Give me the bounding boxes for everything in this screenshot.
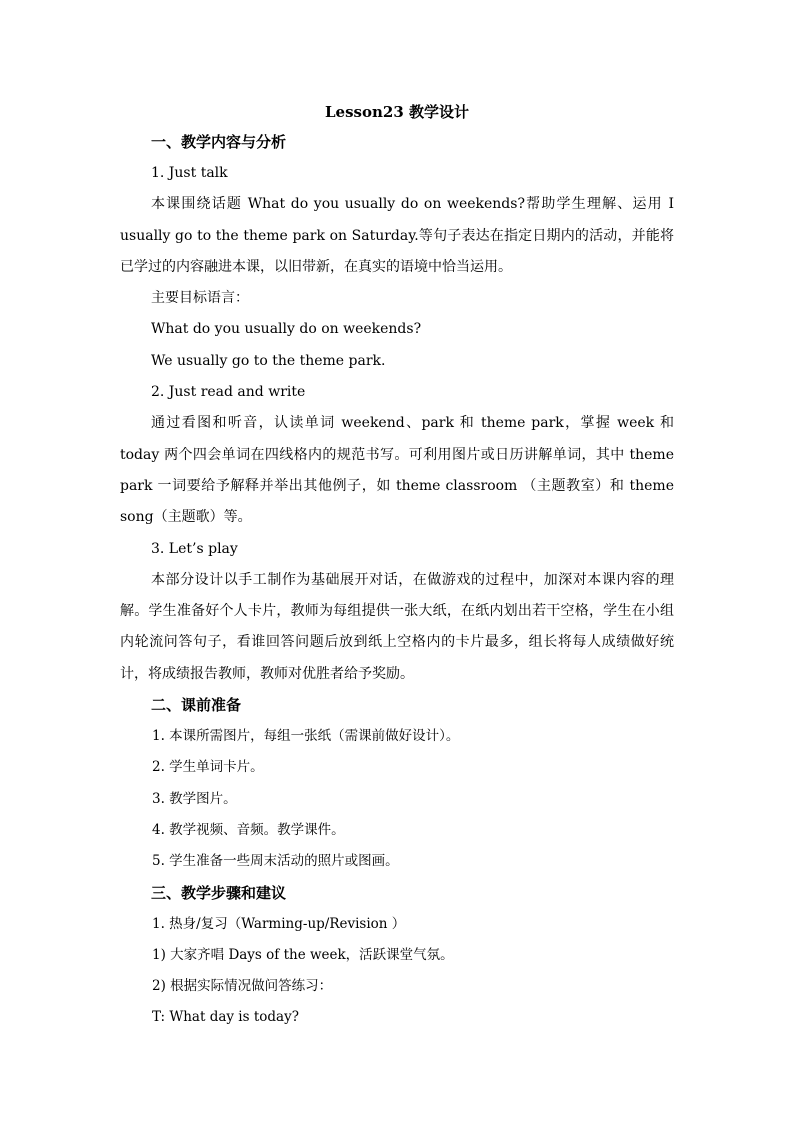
subsection-label-lets-play: 3. Let’s play [151,540,238,557]
target-language-label: 主要目标语言： [151,290,249,307]
list-item: 3. 教学图片。 [152,790,237,807]
step-item-dialogue: T: What day is today? [152,1009,299,1026]
list-item: 2. 学生单词卡片。 [152,759,264,776]
section-heading-content-analysis: 一、教学内容与分析 [151,133,287,151]
document-page [120,98,674,1034]
list-item: 4. 教学视频、音频。教学课件。 [152,821,345,838]
target-language-line-1: What do you usually do on weekends? [151,321,422,338]
step-item-qa: 2) 根据实际情况做问答练习： [152,978,333,995]
paragraph-read-write: 通过看图和听音，认读单词 weekend、park 和 theme park，掌握 week 和 today 两个四会单词在四线格内的规范书写。可利用图片或日历讲解单词，其中 theme park 一词要给予解释并举出其他例子，如 theme classroom （主题教室）和 theme song（主题歌）等。 [120,415,674,526]
step-warming-up: 1. 热身/复习（Warming-up/Revision ） [152,915,406,932]
paragraph-just-talk: 本课围绕话题 What do you usually do on weekends?帮助学生理解、运用 I usually go to the theme park on Saturday.等句子表达在指定日期内的活动，并能将已学过的内容融进本课，以旧带新，在真实的语境中恰当运用。 [120,196,674,275]
document-title: Lesson23 教学设计 [325,103,469,121]
section-heading-preparation: 二、课前准备 [151,696,242,715]
target-language-line-2: We usually go to the theme park. [151,352,386,369]
list-item: 5. 学生准备一些周末活动的照片或图画。 [152,853,399,870]
subsection-label-read-write: 2. Just read and write [151,384,306,401]
subsection-label-just-talk: 1. Just talk [151,165,228,181]
step-item-sing: 1) 大家齐唱 Days of the week，活跃课堂气氛。 [152,946,454,963]
section-heading-steps: 三、教学步骤和建议 [151,883,287,902]
list-item: 1. 本课所需图片，每组一张纸（需课前做好设计）。 [152,728,460,745]
paragraph-lets-play: 本部分设计以手工制作为基础展开对话，在做游戏的过程中，加深对本课内容的理解。学生准备好个人卡片，教师为每组提供一张大纸，在纸内划出若干空格，学生在小组内轮流问答句子，看谁回答问题后放到纸上空格内的卡片最多，组长将每人成绩做好统计，将成绩报告教师，教师对优胜者给予奖励。 [120,571,674,682]
